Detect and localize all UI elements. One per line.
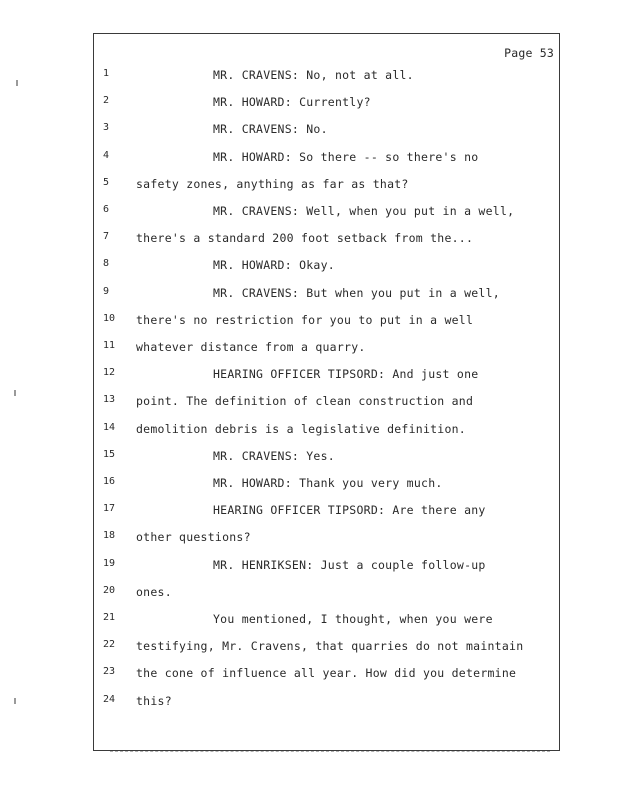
transcript-line <box>0 313 618 333</box>
line-text: MR. CRAVENS: But when you put in a well, <box>213 286 500 300</box>
transcript-line <box>0 585 618 605</box>
transcript-line <box>0 558 618 578</box>
line-number: 7 <box>103 231 110 242</box>
transcript-line <box>0 231 618 251</box>
line-text: HEARING OFFICER TIPSORD: Are there any <box>213 503 486 517</box>
transcript-line <box>0 394 618 414</box>
line-text: MR. HOWARD: Thank you very much. <box>213 476 443 490</box>
transcript-line <box>0 367 618 387</box>
line-number: 3 <box>103 122 110 133</box>
line-number: 10 <box>103 313 116 324</box>
line-text: testifying, Mr. Cravens, that quarries do not maintain <box>136 639 524 653</box>
transcript-line <box>0 95 618 115</box>
line-number: 1 <box>103 68 110 79</box>
line-text: You mentioned, I thought, when you were <box>213 612 493 626</box>
line-number: 15 <box>103 449 116 460</box>
transcript-line <box>0 68 618 88</box>
transcript-line <box>0 122 618 142</box>
line-number: 16 <box>103 476 116 487</box>
line-text: whatever distance from a quarry. <box>136 340 366 354</box>
line-number: 9 <box>103 286 110 297</box>
transcript-line <box>0 449 618 469</box>
line-text: MR. HOWARD: So there -- so there's no <box>213 150 479 164</box>
line-number: 11 <box>103 340 116 351</box>
line-number: 24 <box>103 694 116 705</box>
transcript-line <box>0 286 618 306</box>
scan-artifact <box>16 80 18 86</box>
transcript-line <box>0 340 618 360</box>
scan-artifact <box>14 698 16 704</box>
line-text: there's a standard 200 foot setback from the... <box>136 231 474 245</box>
line-number: 19 <box>103 558 116 569</box>
transcript-line <box>0 639 618 659</box>
line-number: 2 <box>103 95 110 106</box>
line-text: other questions? <box>136 530 251 544</box>
page-number: Page 53 <box>504 46 554 60</box>
line-text: MR. HOWARD: Currently? <box>213 95 371 109</box>
transcript-line <box>0 694 618 714</box>
transcript-line <box>0 530 618 550</box>
line-number: 13 <box>103 394 116 405</box>
line-text: the cone of influence all year. How did you determine <box>136 666 517 680</box>
line-text: MR. HENRIKSEN: Just a couple follow-up <box>213 558 486 572</box>
scan-artifact <box>14 390 16 396</box>
transcript-line <box>0 476 618 496</box>
line-number: 18 <box>103 530 116 541</box>
line-number: 12 <box>103 367 116 378</box>
line-text: MR. CRAVENS: Well, when you put in a well, <box>213 204 515 218</box>
transcript-line <box>0 503 618 523</box>
line-text: HEARING OFFICER TIPSORD: And just one <box>213 367 479 381</box>
transcript-line <box>0 422 618 442</box>
line-text: MR. CRAVENS: Yes. <box>213 449 335 463</box>
transcript-line <box>0 258 618 278</box>
transcript-line <box>0 204 618 224</box>
line-number: 17 <box>103 503 116 514</box>
line-text: MR. CRAVENS: No, not at all. <box>213 68 414 82</box>
line-number: 5 <box>103 177 110 188</box>
line-number: 23 <box>103 666 116 677</box>
line-number: 14 <box>103 422 116 433</box>
scan-artifact <box>110 751 550 753</box>
line-number: 22 <box>103 639 116 650</box>
line-text: MR. CRAVENS: No. <box>213 122 328 136</box>
line-text: demolition debris is a legislative definition. <box>136 422 466 436</box>
line-number: 20 <box>103 585 116 596</box>
transcript-line <box>0 666 618 686</box>
line-number: 8 <box>103 258 110 269</box>
transcript-line <box>0 612 618 632</box>
line-text: safety zones, anything as far as that? <box>136 177 409 191</box>
line-text: ones. <box>136 585 172 599</box>
line-text: this? <box>136 694 172 708</box>
line-text: point. The definition of clean construction and <box>136 394 474 408</box>
line-number: 21 <box>103 612 116 623</box>
line-text: there's no restriction for you to put in a well <box>136 313 474 327</box>
line-number: 6 <box>103 204 110 215</box>
line-number: 4 <box>103 150 110 161</box>
line-text: MR. HOWARD: Okay. <box>213 258 335 272</box>
transcript-line <box>0 177 618 197</box>
transcript-line <box>0 150 618 170</box>
